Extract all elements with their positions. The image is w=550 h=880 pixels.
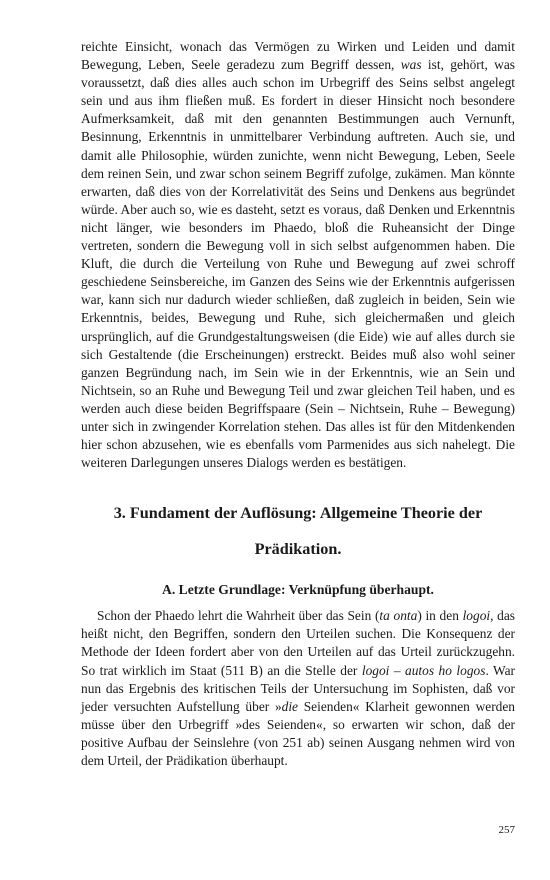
emphasis-text: logoi – autos ho logos — [361, 662, 486, 678]
emphasis-text: die — [281, 698, 298, 714]
paragraph-text: reichte Einsicht, wonach das Vermögen zu Wirken und Leiden und damit Bewegung, Leben, Seele geradezu zum Begriff dessen, — [81, 39, 515, 73]
emphasis-text: ta onta — [379, 608, 418, 624]
page-number: 257 — [498, 824, 515, 836]
paragraph-text: Seienden« Klarheit gewonnen werden müsse über den Urbegriff »des Seienden«, so erwarten wir schon, daß der positive Aufbau der Seinslehre (von 251 ab) seinen Ausgang nehmen wird von dem Urteil, der Prädikation überhaupt. — [81, 698, 515, 768]
paragraph-text: ist, gehört, was voraussetzt, daß dies alles auch schon im Urbegriff des Seins selbst angelegt sein und aus ihm fließen muß. Es fordert in dieser Hinsicht noch besondere Aufmerksamkeit, daß mit den genannten Bestimmungen auch Vernunft, Besinnung, Erkenntnis in unmittelbarer Verbindung auftreten. Auch sie, und damit alle Philosophie, würden zunichte, wenn nicht Bewegung, Leben, Seele dem reinen Sein, und zwar schon seinem Begriff zufolge, zukämen. Man könnte erwarten, daß dies von der Korrelativität des Seins und Denkens aus begründet würde. Aber auch so, wie es dasteht, setzt es voraus, daß Denken und Erkenntnis nicht länger, wie besonders im Phaedo, bloß die Ruheansicht der Dinge vertreten, sondern die Bewegung voll in sich selbst aufgenommen haben. Die Kluft, die durch die Verteilung von Ruhe und Bewegung auf zwei schroff geschiedene Seinsbereiche, im Ganzen des Seins wie der Erkenntnis aufgerissen war, kann sich nur dadurch wieder schließen, daß zugleich in beiden, Sein wie Erkenntnis, beides, Bewegung und Ruhe, sich gleichermaßen und gleich ursprünglich, auf die Grundgestaltungsweisen (die Eide) wie auf alles durch sie sich Gestaltende (die Erscheinungen) erstreckt. Beides muß also wohl seiner ganzen Begründung nach, im Sein wie in der Erkenntnis, wie an Sein und Nichtsein, so an Ruhe und Bewegung Teil und zwar gleichen Teil haben, und es werden auch diese beiden Begriffspaare (Sein – Nichtsein, Ruhe – Bewegung) unter sich in zwingender Korrelation stehen. Das alles ist für den Mitdenkenden hier schon abzusehen, wie es ebenfalls vom Parmenides aus sich nahelegt. Die weiteren Darlegungen unseres Dialogs werden es bestätigen. — [81, 57, 515, 471]
body-paragraph — [81, 38, 515, 472]
sub-heading: A. Letzte Grundlage: Verknüpfung überhaupt. — [162, 582, 434, 598]
section-heading: 3. Fundament der Auflösung: Allgemeine Theorie der Prädikation. — [113, 504, 483, 559]
paragraph-text: . War nun das Ergebnis des kritischen Teils der Untersuchung im Sophisten, daß vor jeder versuchten Aufstellung über » — [81, 662, 515, 714]
body-paragraph — [81, 607, 515, 770]
paragraph-text: , das heißt nicht, den Begriffen, sondern den Urteilen suchen. Die Konsequenz der Methode der Ideen fordert aber von den Urteilen auf das Urteil zurückzugehn. So trat wirklich im Staat (511 B) an die Stelle der — [81, 608, 515, 678]
page-body — [81, 38, 515, 770]
paragraph-text: Schon der Phaedo lehrt die Wahrheit über das Sein ( — [97, 608, 380, 624]
emphasis-text: was — [400, 57, 422, 73]
paragraph-text: ) in den — [417, 608, 463, 624]
emphasis-text: logoi — [462, 608, 491, 624]
